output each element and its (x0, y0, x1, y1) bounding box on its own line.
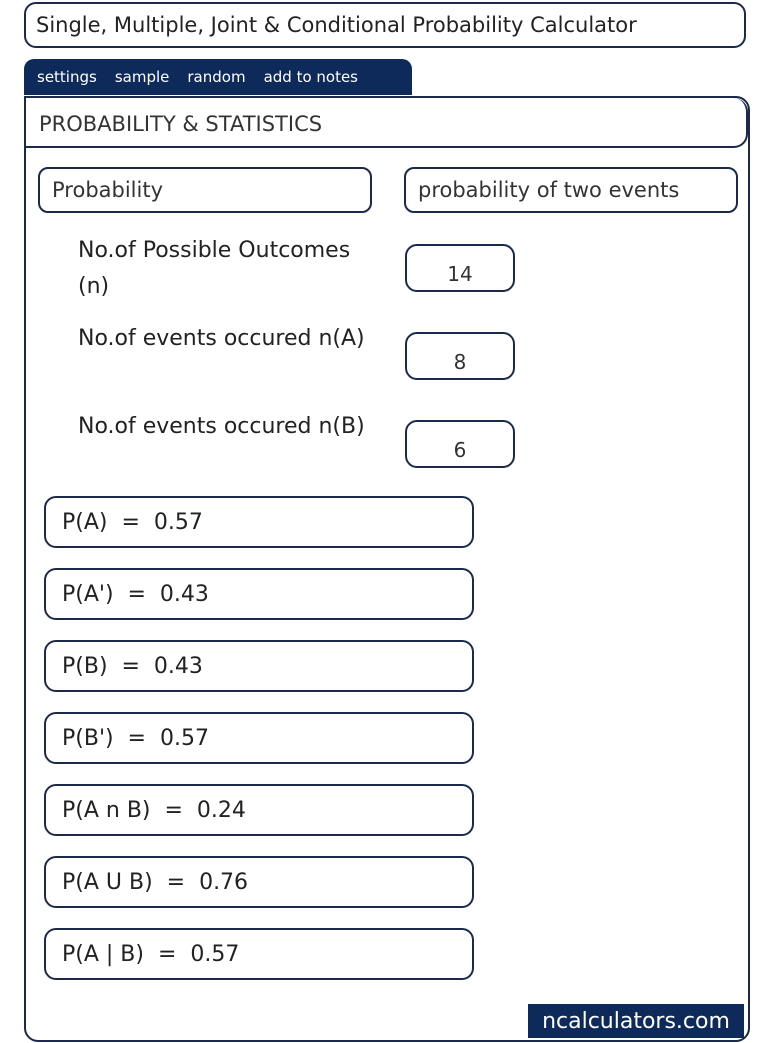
calculator-select[interactable]: probability of two events (404, 167, 738, 213)
result-p-b: P(B) = 0.43 (44, 640, 474, 692)
outcomes-label: No.of Possible Outcomes (n) (78, 238, 351, 299)
section-header: PROBABILITY & STATISTICS (26, 98, 748, 148)
category-select[interactable]: Probability (38, 167, 372, 213)
brand-logo[interactable]: ncalculators.com (528, 1004, 744, 1038)
tab-add-to-notes[interactable]: add to notes (263, 68, 359, 86)
tab-sample[interactable]: sample (114, 68, 170, 86)
result-p-b-complement: P(B') = 0.57 (44, 712, 474, 764)
result-p-a: P(A) = 0.57 (44, 496, 474, 548)
tab-random[interactable]: random (187, 68, 246, 86)
events-a-input[interactable] (405, 332, 515, 380)
result-p-a-or-b: P(A U B) = 0.76 (44, 856, 474, 908)
calculator-title: Single, Multiple, Joint & Conditional Probability Calculator (24, 2, 746, 48)
tab-settings[interactable]: settings (37, 68, 97, 86)
result-p-a-complement: P(A') = 0.43 (44, 568, 474, 620)
outcomes-input[interactable] (405, 244, 515, 292)
events-a-label: No.of events occured n(A) (78, 326, 365, 351)
result-p-a-and-b: P(A n B) = 0.24 (44, 784, 474, 836)
calculator-panel (24, 96, 750, 1042)
tab-bar (24, 59, 412, 95)
events-b-input[interactable] (405, 420, 515, 468)
events-b-label: No.of events occured n(B) (78, 414, 365, 439)
result-p-a-given-b: P(A | B) = 0.57 (44, 928, 474, 980)
